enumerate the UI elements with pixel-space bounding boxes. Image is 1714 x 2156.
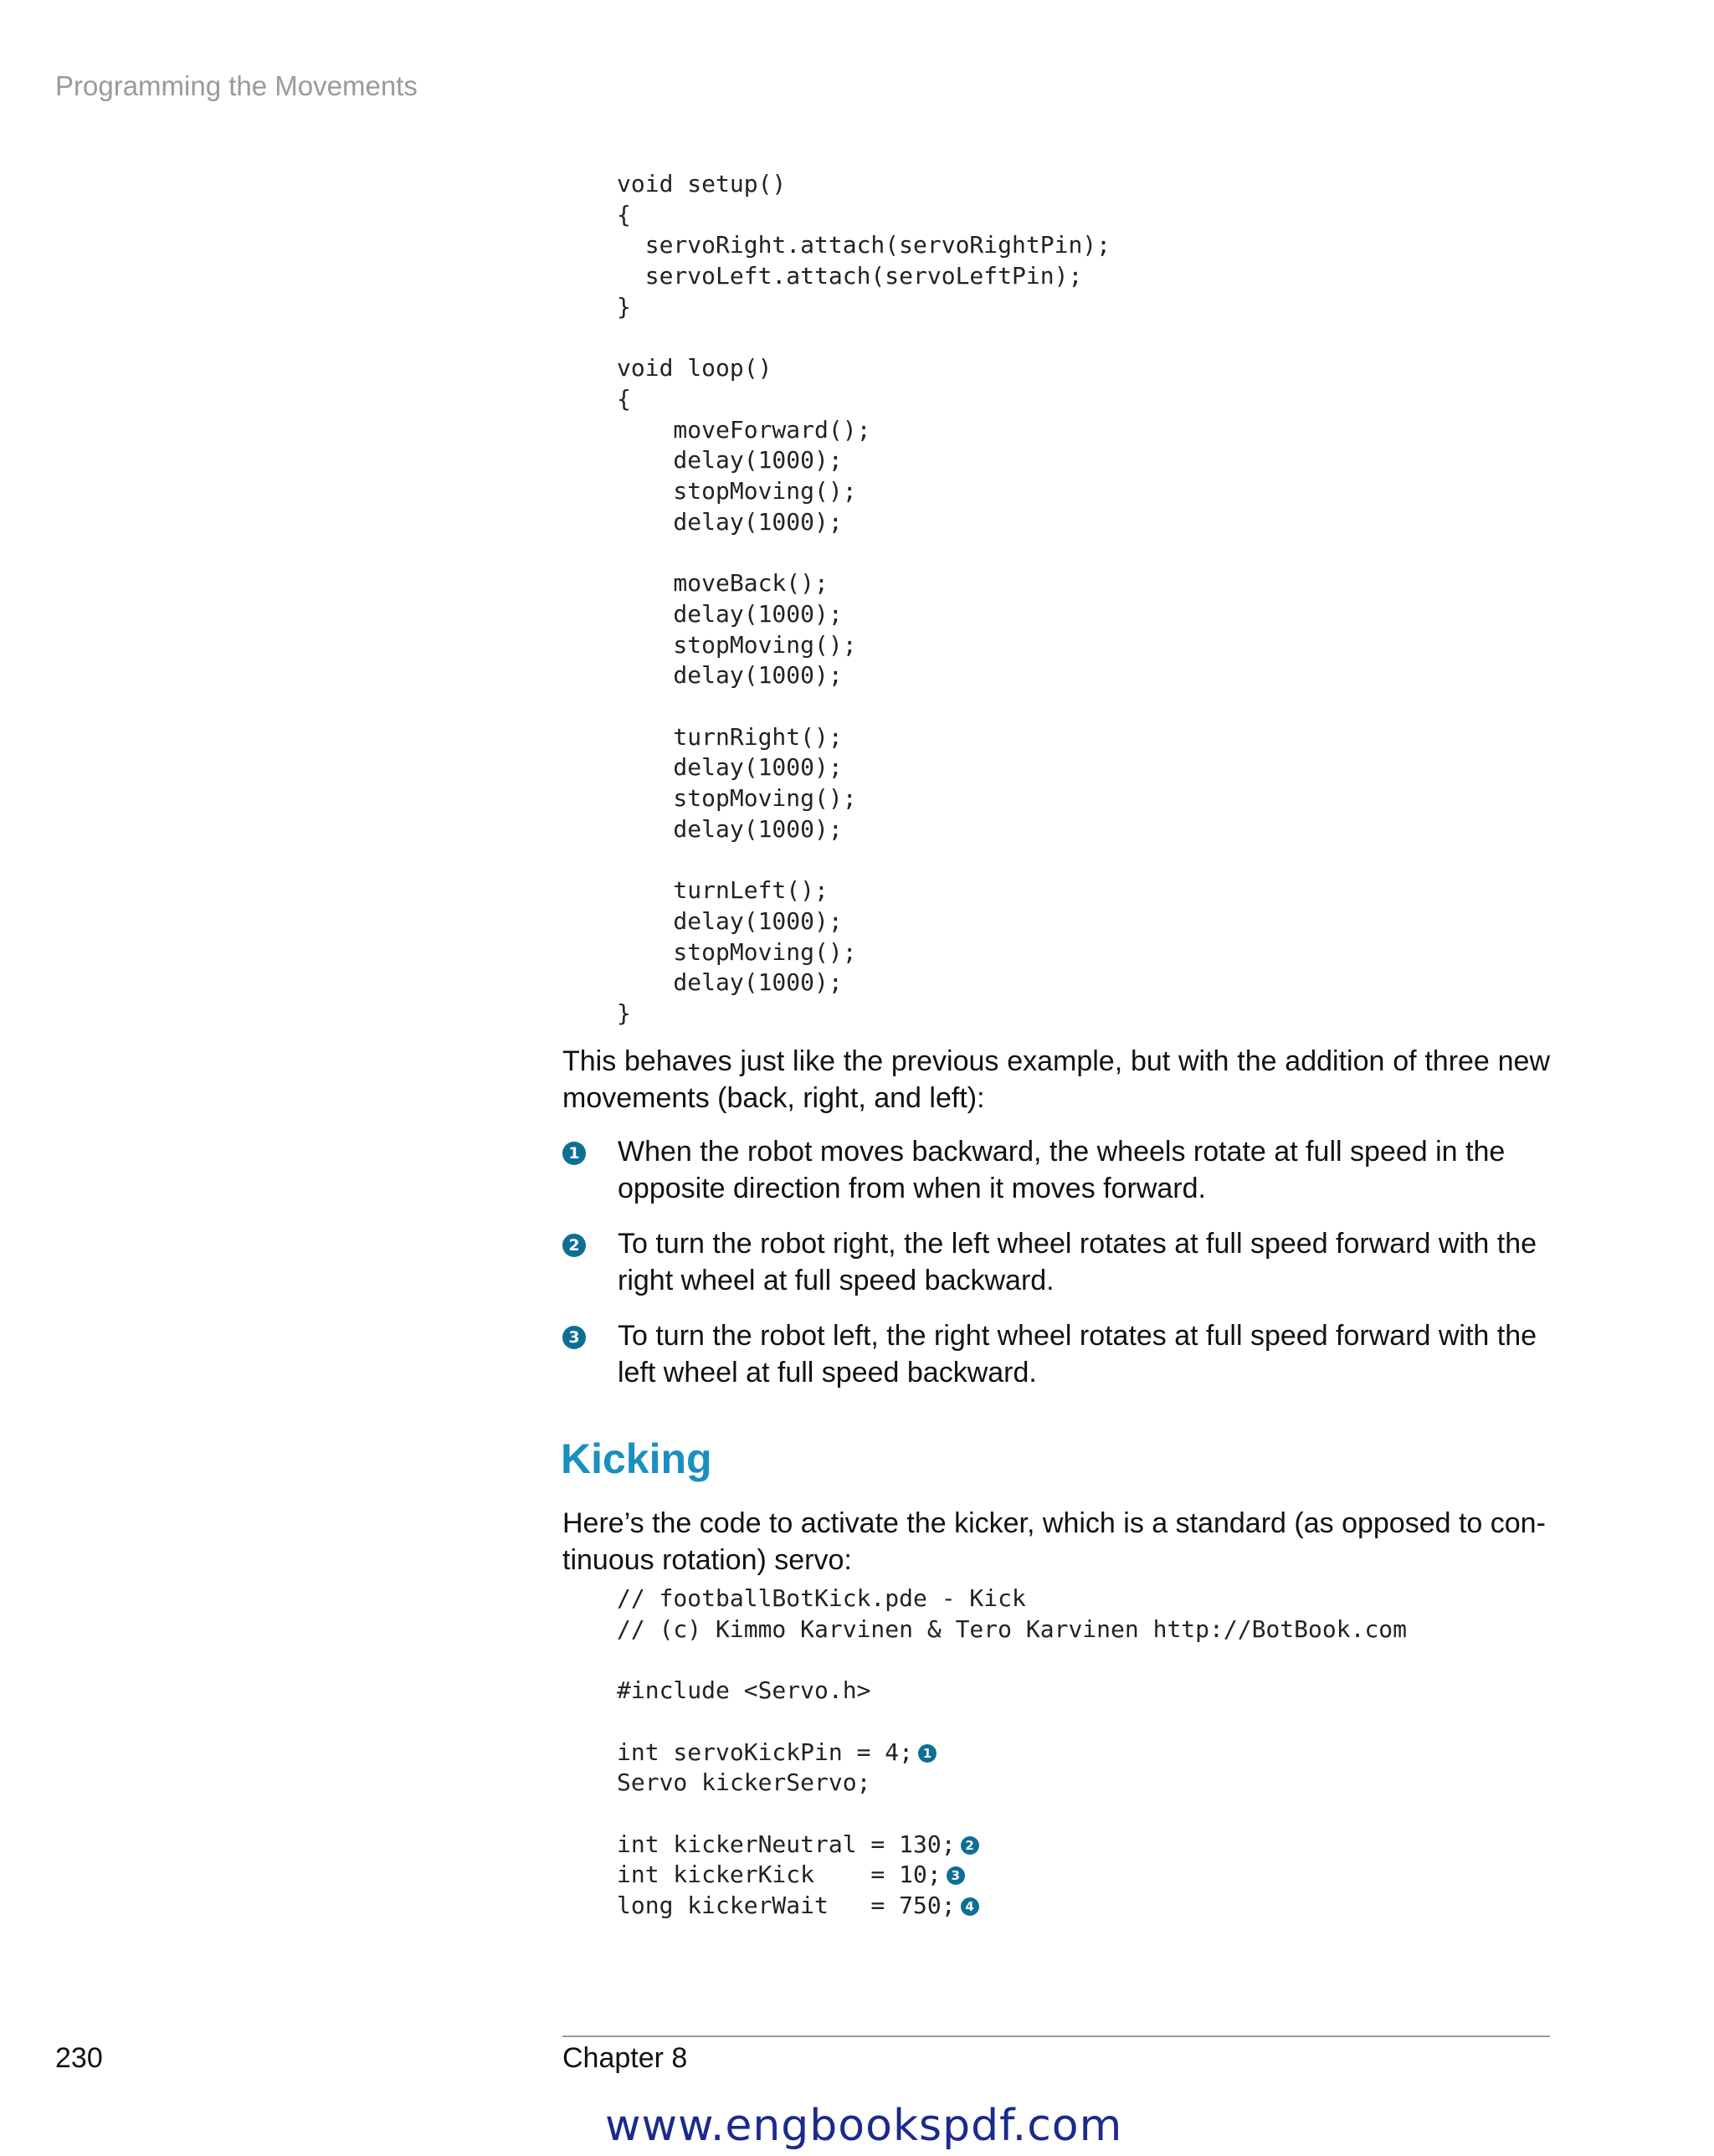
code-line-comment: // (c) Kimmo Karvinen & Tero Karvinen http://BotBook.com [617,1614,1408,1643]
callout-number-1-icon: 1 [918,1744,937,1763]
list-item [562,1225,1550,1299]
list-item [562,1317,1550,1391]
running-head: Programming the Movements [55,70,418,101]
code-line-kick: int kickerKick = 10; [617,1861,942,1889]
code-line-servo: Servo kickerServo; [617,1768,871,1797]
watermark-link[interactable]: www.engbookspdf.com [605,2101,1123,2151]
callout-number-2-icon: 2 [961,1836,979,1855]
footer-divider [562,2035,1550,2037]
code-line-include: #include <Servo.h> [617,1676,871,1705]
movement-list [562,1133,1550,1409]
list-item-text: To turn the robot left, the right wheel rotates at full speed forward with the left wheel at full speed backward. [618,1320,1537,1389]
kick-paragraph: Here’s the code to activate the kicker, which is a standard (as opposed to con-tinuous rotation) servo: [562,1507,1546,1576]
chapter-label: Chapter 8 [562,2042,688,2074]
list-item [562,1133,1550,1207]
page-number: 230 [55,2042,103,2074]
intro-paragraph: This behaves just like the previous example, but with the addition of three new movements (back, right, and left): [562,1045,1550,1114]
callout-number-1-icon: 1 [562,1142,586,1165]
code-line-pin: int servoKickPin = 4; [617,1738,914,1766]
code-line-comment: // footballBotKick.pde - Kick [617,1584,1026,1612]
list-item-text: To turn the robot right, the left wheel rotates at full speed forward with the right wheel at full speed backward. [618,1228,1537,1296]
callout-number-4-icon: 4 [961,1897,979,1916]
code-line-neutral: int kickerNeutral = 130; [617,1830,956,1858]
callout-number-2-icon: 2 [562,1234,586,1257]
code-block-setup-loop: void setup() { servoRight.attach(servoRightPin); servoLeft.attach(servoLeftPin); } void loop() { moveForward(); delay(1000); stopMoving(); delay(1000); moveBack(); delay(1000); stopMoving(); delay(1000); turnRight(); delay(1000); stopMoving(); delay(1000); turnLeft(); delay(1000); stopMoving(); delay(1000); } [617,170,1111,1027]
code-line-wait: long kickerWait = 750; [617,1892,956,1920]
section-heading-kicking: Kicking [561,1435,712,1482]
list-item-text: When the robot moves backward, the wheels rotate at full speed in the opposite direction from when it moves forward. [618,1136,1506,1204]
callout-number-3-icon: 3 [562,1326,586,1349]
code-block-kick [617,1584,1407,1922]
callout-number-3-icon: 3 [947,1866,965,1885]
